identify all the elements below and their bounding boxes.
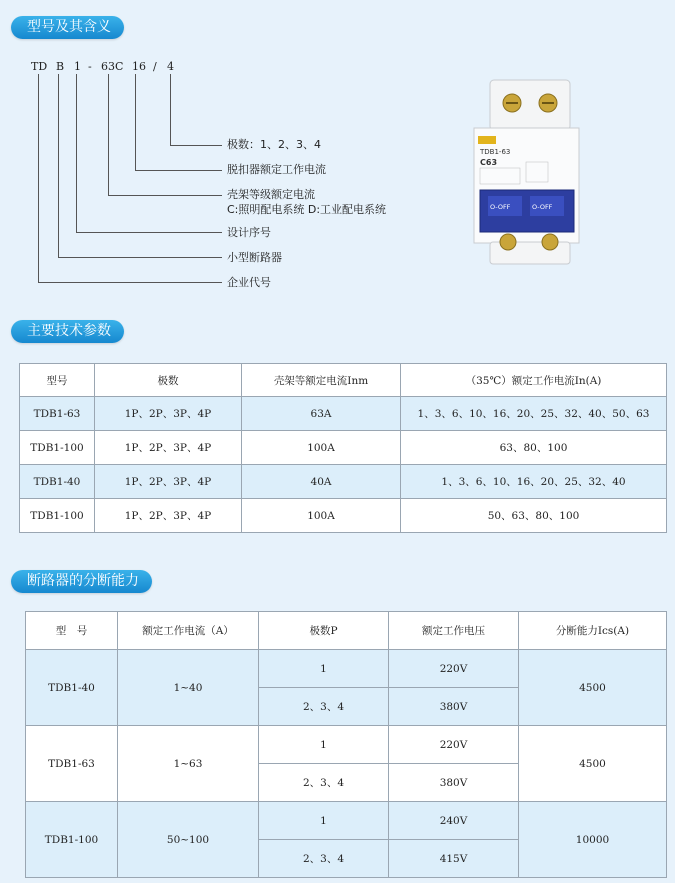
- cell-poles: 2、3、4: [259, 840, 389, 878]
- header-rated-current: （35℃）额定工作电流In(A): [401, 364, 667, 397]
- leader-line: [38, 282, 222, 283]
- cell-poles: 1P、2P、3P、4P: [95, 499, 242, 533]
- header-poles: 极数: [95, 364, 242, 397]
- header-frame-current: 壳架等额定电流Inm: [242, 364, 401, 397]
- table-row: [26, 650, 667, 688]
- cell-voltage: 240V: [389, 802, 519, 840]
- leader-line: [58, 257, 222, 258]
- leader-line: [38, 74, 39, 282]
- header-breaking-capacity: 分断能力Ics(A): [519, 612, 667, 650]
- section-title-tech-params: 主要技术参数: [11, 320, 124, 343]
- header-rated-voltage: 额定工作电压: [389, 612, 519, 650]
- tech-params-table: [19, 363, 667, 533]
- leader-line: [108, 74, 109, 195]
- table-row: [20, 465, 667, 499]
- header-model: 型 号: [26, 612, 118, 650]
- cell-rated-current: 1、3、6、10、16、20、25、32、40: [401, 465, 667, 499]
- leader-line: [170, 145, 222, 146]
- cell-model: TDB1-40: [26, 650, 118, 726]
- header-poles: 极数P: [259, 612, 389, 650]
- cell-rated-current: 63、80、100: [401, 431, 667, 465]
- leader-line: [170, 74, 171, 145]
- leader-line: [135, 74, 136, 170]
- cell-poles: 1P、2P、3P、4P: [95, 431, 242, 465]
- cell-voltage: 220V: [389, 726, 519, 764]
- breaking-capacity-table: [25, 611, 667, 878]
- cell-frame-current: 100A: [242, 431, 401, 465]
- cell-rated-current: 50、63、80、100: [401, 499, 667, 533]
- cell-poles: 2、3、4: [259, 764, 389, 802]
- breaker-model-text: TDB1-63: [480, 148, 511, 156]
- code-part-16: 16: [132, 60, 146, 73]
- header-rated-current: 额定工作电流（A）: [118, 612, 259, 650]
- cell-voltage: 380V: [389, 688, 519, 726]
- label-trip-current: 脱扣器额定工作电流: [227, 163, 326, 176]
- header-model: 型号: [20, 364, 95, 397]
- label-mcb: 小型断路器: [227, 251, 282, 264]
- cell-frame-current: 40A: [242, 465, 401, 499]
- cell-capacity: 10000: [519, 802, 667, 878]
- cell-frame-current: 63A: [242, 397, 401, 431]
- table-row: [20, 431, 667, 465]
- leader-line: [135, 170, 222, 171]
- table-row: [26, 726, 667, 764]
- cell-model: TDB1-63: [26, 726, 118, 802]
- cell-poles: 1: [259, 650, 389, 688]
- table-row: [20, 397, 667, 431]
- leader-line: [76, 74, 77, 232]
- cell-voltage: 380V: [389, 764, 519, 802]
- cell-poles: 1P、2P、3P、4P: [95, 465, 242, 499]
- cell-voltage: 220V: [389, 650, 519, 688]
- leader-line: [58, 74, 59, 257]
- table-row: [26, 802, 667, 840]
- cell-poles: 1: [259, 802, 389, 840]
- table-row: [20, 499, 667, 533]
- label-company-code: 企业代号: [227, 276, 271, 289]
- code-part-dash: -: [88, 60, 92, 73]
- cell-current: 50~100: [118, 802, 259, 878]
- breaker-rating-text: C63: [480, 158, 498, 167]
- code-part-4: 4: [167, 60, 174, 73]
- cell-model: TDB1-100: [26, 802, 118, 878]
- breaker-handle-text: O-OFF: [532, 203, 553, 211]
- cell-current: 1~40: [118, 650, 259, 726]
- label-poles: 极数：1、2、3、4: [227, 138, 321, 151]
- code-part-td: TD: [31, 60, 48, 73]
- cell-model: TDB1-100: [20, 499, 95, 533]
- code-part-slash: /: [153, 60, 157, 73]
- leader-line: [76, 232, 222, 233]
- cell-poles: 1: [259, 726, 389, 764]
- cell-frame-current: 100A: [242, 499, 401, 533]
- code-part-1: 1: [74, 60, 81, 73]
- cell-rated-current: 1、3、6、10、16、20、25、32、40、50、63: [401, 397, 667, 431]
- cell-capacity: 4500: [519, 650, 667, 726]
- section-title-breaking-capacity: 断路器的分断能力: [11, 570, 152, 593]
- label-system-type: C:照明配电系统 D:工业配电系统: [227, 203, 387, 216]
- cell-current: 1~63: [118, 726, 259, 802]
- label-frame-current: 壳架等级额定电流: [227, 188, 315, 201]
- code-part-63c: 63C: [101, 60, 124, 73]
- section-title-model-meaning: 型号及其含义: [11, 16, 124, 39]
- cell-model: TDB1-100: [20, 431, 95, 465]
- breaker-image: [470, 70, 585, 270]
- code-part-b: B: [56, 60, 65, 73]
- label-design-number: 设计序号: [227, 226, 271, 239]
- cell-model: TDB1-40: [20, 465, 95, 499]
- breaker-handle-text: O-OFF: [490, 203, 511, 211]
- cell-poles: 1P、2P、3P、4P: [95, 397, 242, 431]
- cell-capacity: 4500: [519, 726, 667, 802]
- cell-voltage: 415V: [389, 840, 519, 878]
- leader-line: [108, 195, 222, 196]
- cell-model: TDB1-63: [20, 397, 95, 431]
- cell-poles: 2、3、4: [259, 688, 389, 726]
